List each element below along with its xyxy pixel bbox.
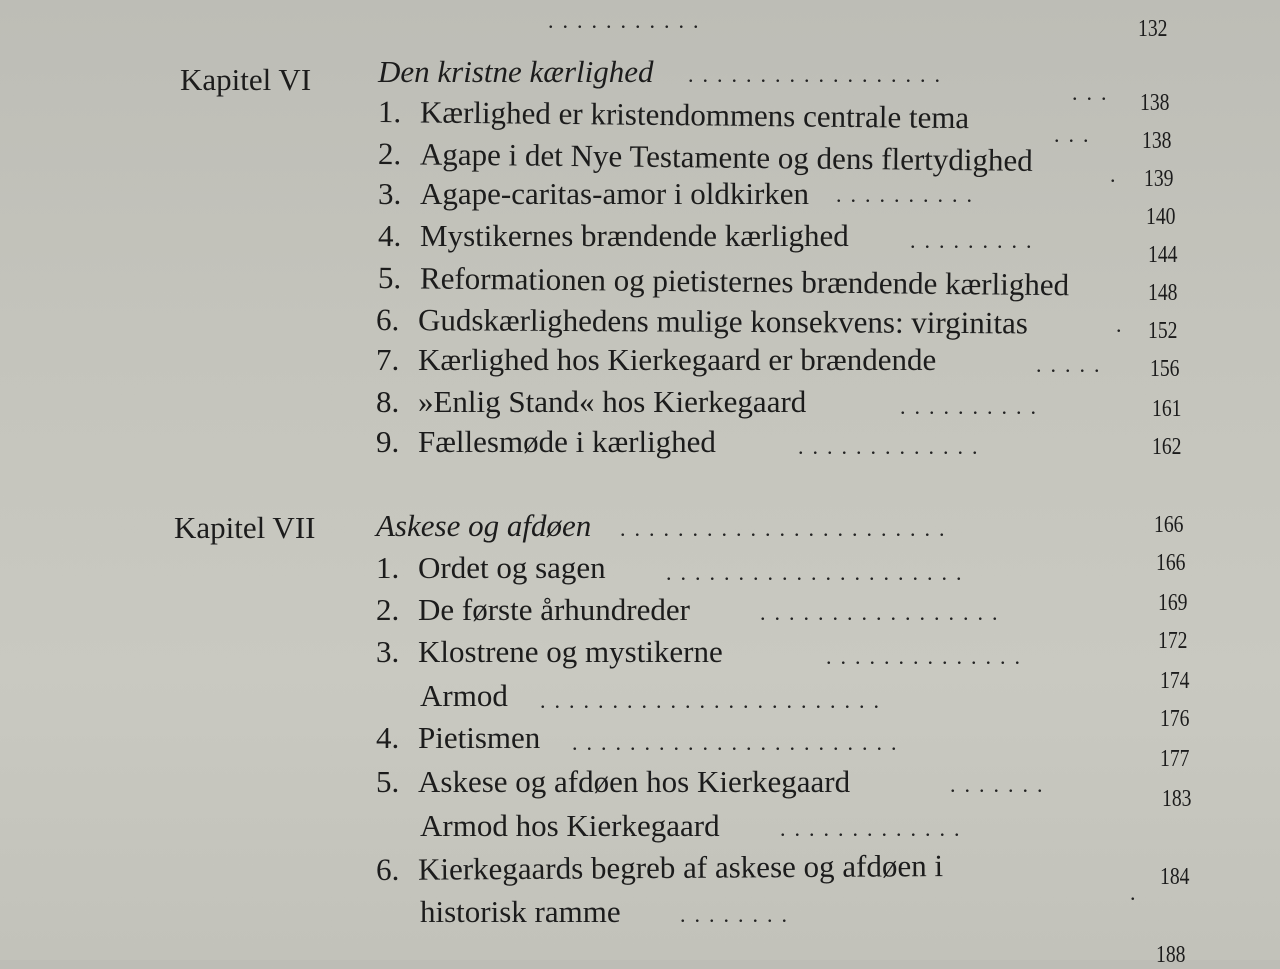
toc-entry: 5. Askese og afdøen hos Kierkegaard xyxy=(376,764,851,799)
page-number: 144 xyxy=(1148,242,1178,268)
leader-dots: ... xyxy=(1054,122,1098,147)
leader-dots: ........... xyxy=(548,8,708,33)
leader-dots: ..................... xyxy=(666,560,971,585)
toc-entry: historisk ramme xyxy=(420,894,621,929)
leader-dots: ............. xyxy=(780,816,969,841)
page-number: 172 xyxy=(1158,628,1188,654)
chapter-label: Kapitel VII xyxy=(174,510,316,545)
chapter-title: Askese og afdøen xyxy=(376,508,592,543)
page-number: 138 xyxy=(1140,90,1170,116)
leader-dots: . xyxy=(1130,880,1145,905)
leader-dots: ............. xyxy=(798,434,987,459)
page-number: 169 xyxy=(1158,590,1188,616)
toc-entry: Armod hos Kierkegaard xyxy=(420,808,720,843)
leader-dots: ..... xyxy=(1036,352,1109,377)
page-number: 156 xyxy=(1150,356,1180,382)
toc-entry: 3. Agape-caritas-amor i oldkirken xyxy=(378,176,810,211)
page-number: 140 xyxy=(1146,204,1176,230)
leader-dots: ........................ xyxy=(540,688,888,713)
leader-dots: ....................... xyxy=(620,516,954,541)
leader-dots: ....... xyxy=(950,772,1052,797)
page-number: 183 xyxy=(1162,786,1192,812)
leader-dots: .......... xyxy=(900,394,1045,419)
page-number: 174 xyxy=(1160,668,1190,694)
page-number: 184 xyxy=(1160,864,1190,890)
page-number: 166 xyxy=(1154,512,1184,538)
page-number: 176 xyxy=(1160,706,1190,732)
page-number: 138 xyxy=(1142,128,1172,154)
toc-entry: 6. Kierkegaards begreb af askese og afdøen i xyxy=(375,848,944,887)
toc-entry: 1. Kærlighed er kristendommens centrale tema xyxy=(377,94,970,136)
toc-entry: 7. Kærlighed hos Kierkegaard er brændende xyxy=(376,342,937,377)
leader-dots: .............. xyxy=(826,644,1029,669)
leader-dots: ....................... xyxy=(572,730,906,755)
toc-entry: 2. De første århundreder xyxy=(376,592,690,627)
page-number: 162 xyxy=(1152,434,1182,460)
page-number: 188 xyxy=(1156,942,1186,968)
page-number: 152 xyxy=(1148,318,1178,344)
toc-entry: 3. Klostrene og mystikerne xyxy=(376,634,723,669)
leader-dots: .......... xyxy=(836,182,981,207)
toc-entry: 5. Reformationen og pietisternes brændende kærlighed xyxy=(377,260,1070,303)
toc-entry: 1. Ordet og sagen xyxy=(376,550,606,585)
toc-entry: 4. Pietismen xyxy=(376,720,541,755)
page-number: 139 xyxy=(1144,166,1174,192)
page-number: 177 xyxy=(1160,746,1190,772)
leader-dots: . xyxy=(1110,162,1125,187)
page-number: 132 xyxy=(1138,16,1168,42)
page-number: 166 xyxy=(1156,550,1186,576)
page-number: 161 xyxy=(1152,396,1182,422)
leader-dots: . xyxy=(1116,312,1131,337)
leader-dots: .................. xyxy=(688,62,949,87)
chapter-title: Den kristne kærlighed xyxy=(378,54,654,89)
toc-entry: 9. Fællesmøde i kærlighed xyxy=(376,424,716,459)
chapter-label: Kapitel VI xyxy=(180,62,312,97)
toc-entry: 8. »Enlig Stand« hos Kierkegaard xyxy=(376,384,807,419)
toc-entry: 2. Agape i det Nye Testamente og dens flertydighed xyxy=(377,136,1033,178)
toc-entry: 4. Mystikernes brændende kærlighed xyxy=(378,218,849,253)
page-number: 148 xyxy=(1148,280,1178,306)
leader-dots: ... xyxy=(1072,80,1116,105)
toc-entry: 6. Gudskærlighedens mulige konsekvens: virginitas xyxy=(375,302,1028,341)
leader-dots: ......... xyxy=(910,228,1041,253)
leader-dots: ........ xyxy=(680,902,796,927)
toc-entry: Armod xyxy=(420,678,508,713)
leader-dots: ................. xyxy=(760,600,1007,625)
